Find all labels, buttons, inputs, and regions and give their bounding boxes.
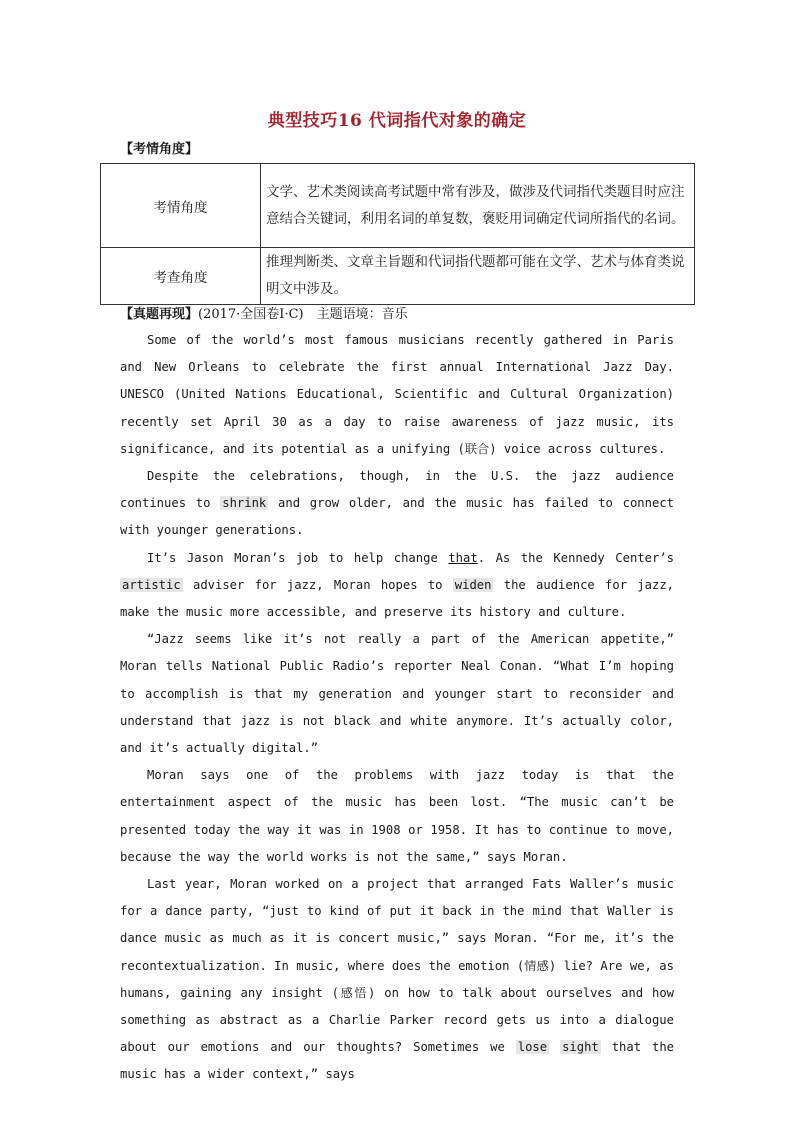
row-text: 文学、艺术类阅读高考试题中常有涉及，做涉及代词指代类题目时应注意结合关键词，利用名词的单复数，褒贬用词确定代词所指代的名词。 bbox=[261, 164, 695, 248]
row-label: 考查角度 bbox=[101, 248, 261, 305]
section-heading-exam-angle: 【考情角度】 bbox=[120, 142, 199, 157]
highlighted-word: shrink bbox=[222, 496, 267, 511]
section-heading-real-exam: 【真题再现】 bbox=[120, 307, 199, 322]
paragraph-2: Despite the celebrations, though, in the U.S. the jazz audience continues to shrink and grow older, and the music has failed to connect with younger generations. bbox=[120, 469, 674, 538]
paragraph-5: Moran says one of the problems with jazz today is that the entertainment aspect of the music has been lost. “The music can’t be presented today the way it was in 1908 or 1958. It has to continue to move, because the way the world works is not the same,” says Moran. bbox=[120, 768, 674, 864]
paragraph-4: “Jazz seems like it’s not really a part of the American appetite,” Moran tells National Public Radio’s reporter Neal Conan. “What I’m hoping to accomplish is that my generation and younger start to reconsider and understand that jazz is not black and white anymore. It’s actually color, and it’s actually digital.” bbox=[120, 632, 674, 756]
source-detail: (2017·全国卷Ⅰ·C) 主题语境：音乐 bbox=[198, 307, 408, 322]
reading-passage bbox=[120, 327, 674, 1089]
underlined-word: that bbox=[448, 550, 478, 565]
highlighted-word: lose bbox=[517, 1040, 548, 1055]
table-row bbox=[101, 164, 695, 248]
highlighted-word: sight bbox=[562, 1040, 599, 1055]
highlighted-word: widen bbox=[454, 577, 492, 592]
page-title: 典型技巧16 代词指代对象的确定 bbox=[267, 111, 527, 131]
row-label: 考情角度 bbox=[101, 164, 261, 248]
highlighted-word: artistic bbox=[122, 577, 181, 592]
paragraph-3: It’s Jason Moran’s job to help change that. As the Kennedy Center’s artistic adviser for jazz, Moran hopes to widen the audience for jazz, make the music more accessible, and preserve its history and culture. bbox=[120, 550, 675, 620]
source-line bbox=[120, 303, 408, 322]
paragraph-1: Some of the world’s most famous musicians recently gathered in Paris and New Orleans to celebrate the first annual International Jazz Day. UNESCO (United Nations Educational, Scientific and Cultural Organization) recently set April 30 as a day to raise awareness of jazz music, its significance, and its potential as a unifying (联合) voice across cultures. bbox=[120, 333, 674, 456]
row-text: 推理判断类、文章主旨题和代词指代题都可能在文学、艺术与体育类说明文中涉及。 bbox=[261, 248, 695, 305]
paragraph-6: Last year, Moran worked on a project that arranged Fats Waller’s music for a dance party, “just to kind of put it back in the mind that Waller is dance music as much as it is concert music,” says Moran. “For me, it’s the recontextualization. In music, where does the emotion (情感) lie? Are we, as humans, gaining any insight (感悟) on how to talk about ourselves and how something as abstract as a Charlie Parker record gets us into a dialogue about our emotions and our thoughts? Sometimes we lose sight that the music has a wider context,” says bbox=[120, 877, 675, 1082]
info-table bbox=[100, 163, 695, 305]
table-row bbox=[101, 248, 695, 305]
